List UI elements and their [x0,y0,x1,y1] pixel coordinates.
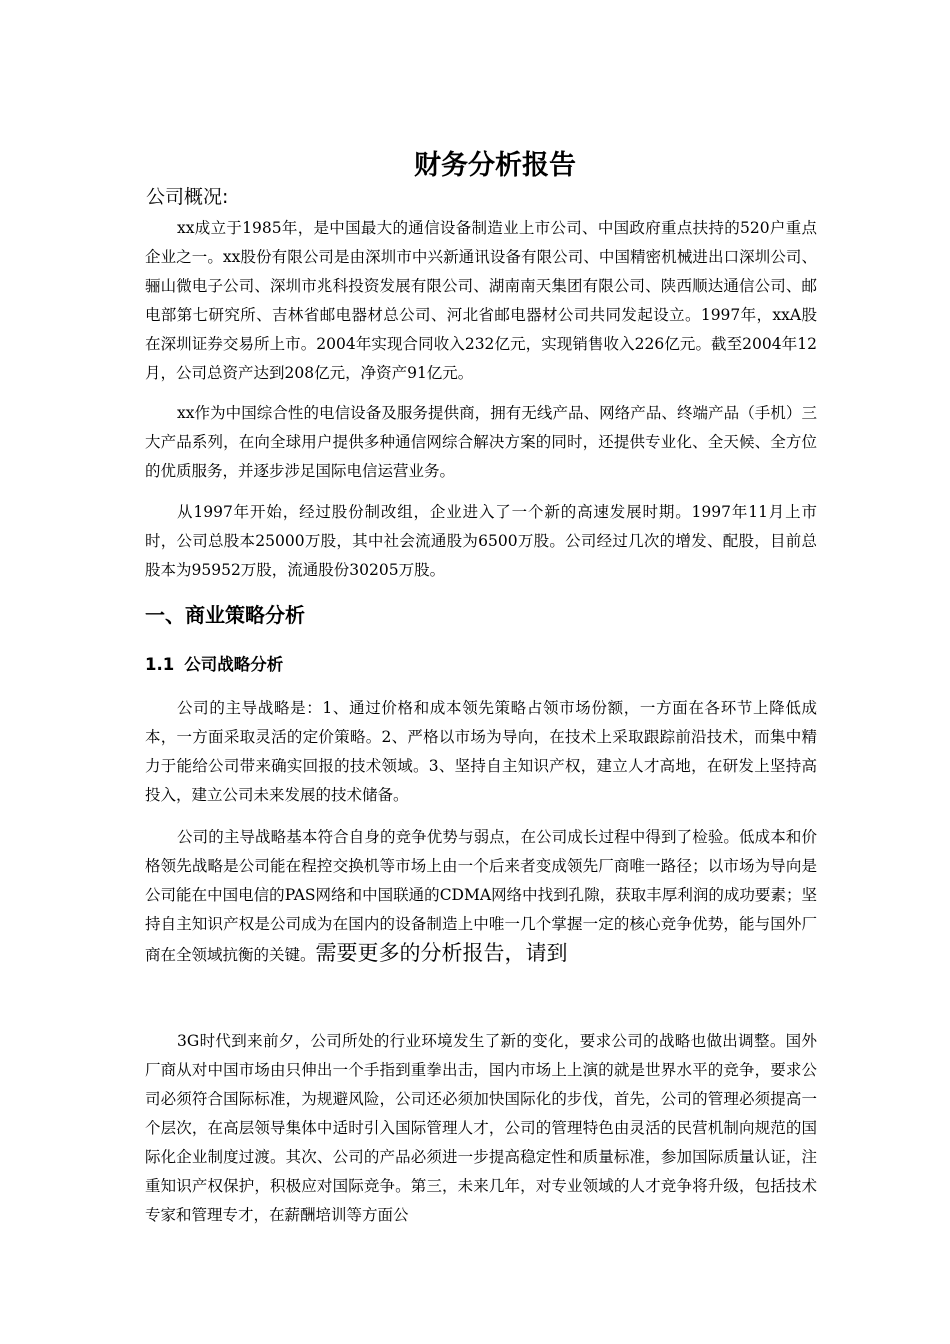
section-heading: 一、商业策略分析 [145,603,305,627]
subsection-number: 1.1 [145,655,175,674]
promo-text: 需要更多的分析报告，请到 [315,941,568,965]
strategy-paragraph-1: 公司的主导战略是：1、通过价格和成本领先策略占领市场份额，一方面在各环节上降低成本，一方面采取灵活的定价策略。2、严格以市场为导向，在技术上采取跟踪前沿技术，而集中精力于能给公司带来确实回报的技术领域。3、坚持自主知识产权，建立人才高地，在研发上坚持高投入，建立公司未来发展的技术储备。 [145,699,817,804]
overview-paragraph-3: 从1997年开始，经过股份制改组，企业进入了一个新的高速发展时期。1997年11月上市时，公司总股本25000万股，其中社会流通股为6500万股。公司经过几次的增发、配股，目前总股本为95952万股，流通股份30205万股。 [145,503,817,579]
subsection-title: 公司战略分析 [184,655,284,674]
subsection-heading [145,653,283,677]
strategy-paragraph-3: 3G时代到来前夕，公司所处的行业环境发生了新的变化，要求公司的战略也做出调整。国外厂商从对中国市场由只伸出一个手指到重拳出击，国内市场上上演的就是世界水平的竞争，要求公司必须符合国际标准，为规避风险，公司还必须加快国际化的步伐，首先，公司的管理必须提高一个层次，在高层领导集体中适时引入国际管理人才，公司的管理特色由灵活的民营机制向规范的国际化企业制度过渡。其次、公司的产品必须进一步提高稳定性和质量标准，参加国际质量认证，注重知识产权保护，积极应对国际竞争。第三，未来几年，对专业领域的人才竞争将升级，包括技术专家和管理专才，在薪酬培训等方面公 [145,1032,817,1224]
strategy-paragraph-2-text: 公司的主导战略基本符合自身的竞争优势与弱点，在公司成长过程中得到了检验。低成本和价格领先战略是公司能在程控交换机等市场上由一个后来者变成领先厂商唯一路径；以市场为导向是公司能在中国电信的PAS网络和中国联通的CDMA网络中找到孔隙，获取丰厚利润的成功要素；坚持自主知识产权是公司成为在国内的设备制造上中唯一几个掌握一定的核心竞争优势，能与国外厂商在全领域抗衡的关键。 [145,828,817,964]
overview-paragraph-1: xx成立于1985年，是中国最大的通信设备制造业上市公司、中国政府重点扶持的520户重点企业之一。xx股份有限公司是由深圳市中兴新通讯设备有限公司、中国精密机械进出口深圳公司、骊山微电子公司、深圳市兆科投资发展有限公司、湖南南天集团有限公司、陕西顺达通信公司、邮电部第七研究所、吉林省邮电器材总公司、河北省邮电器材公司共同发起设立。1997年，xxA股在深圳证券交易所上市。2004年实现合同收入232亿元，实现销售收入226亿元。截至2004年12月，公司总资产达到208亿元，净资产91亿元。 [145,219,817,382]
overview-label: 公司概况: [146,186,229,208]
strategy-paragraph-2 [145,823,817,970]
overview-paragraph-2: xx作为中国综合性的电信设备及服务提供商，拥有无线产品、网络产品、终端产品（手机）三大产品系列，在向全球用户提供多种通信网综合解决方案的同时，还提供专业化、全天候、全方位的优质服务，并逐步涉足国际电信运营业务。 [145,404,817,480]
document-title: 财务分析报告 [414,150,576,181]
